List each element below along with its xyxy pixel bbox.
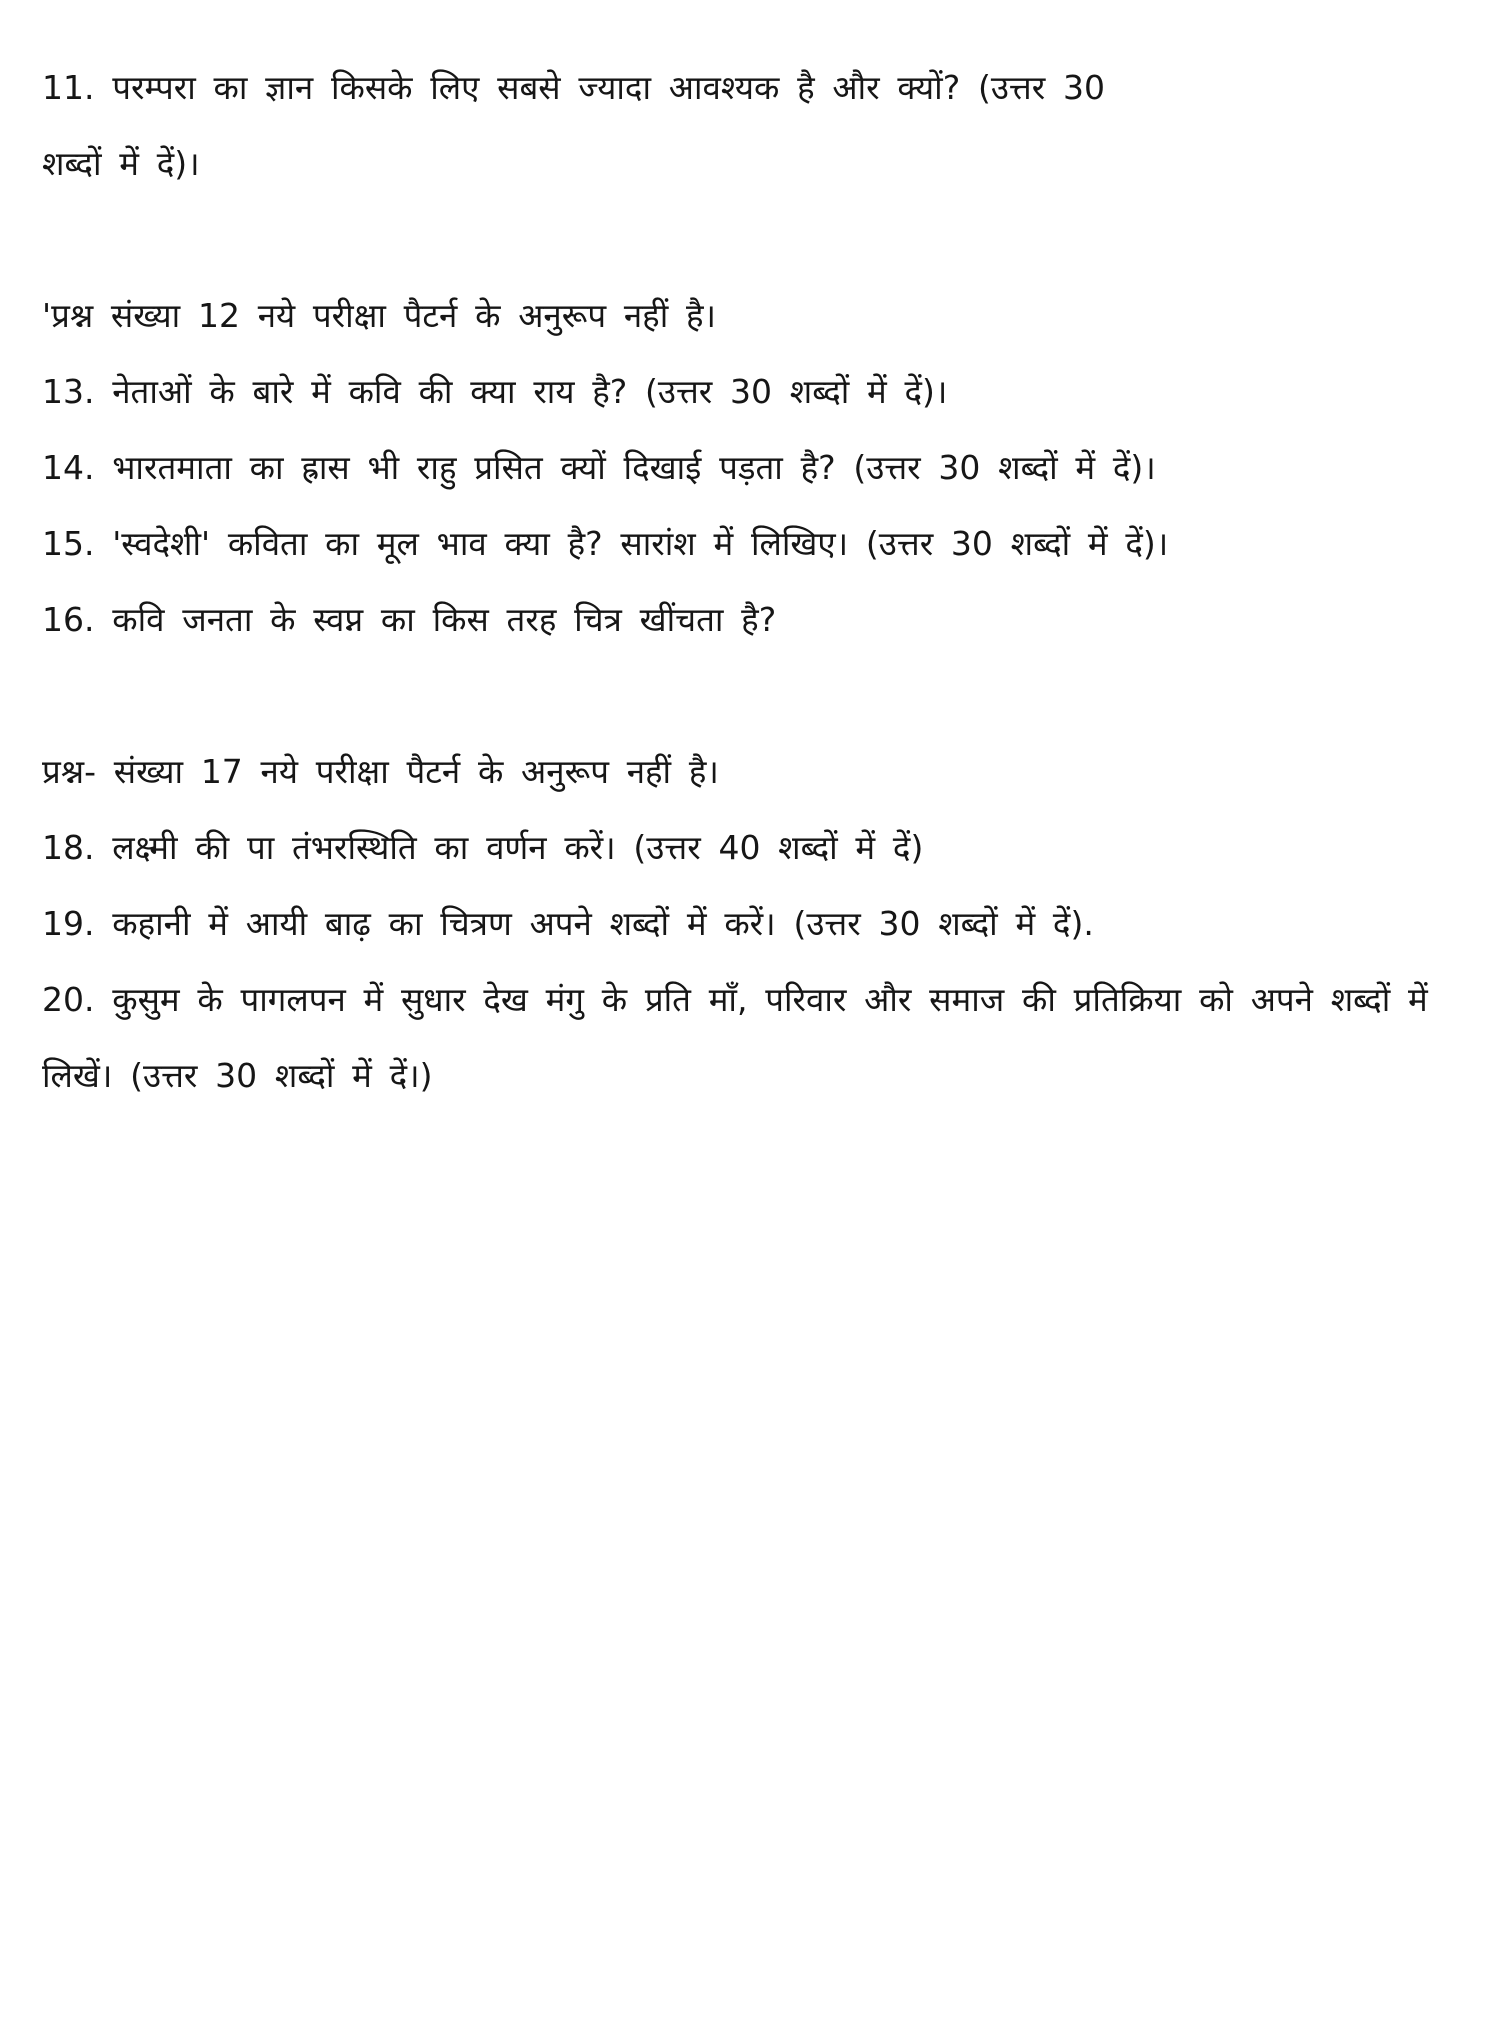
question-16: 16. कवि जनता के स्वप्न का किस तरह चित्र खींचता है? bbox=[42, 600, 777, 639]
note-question-12: 'प्रश्न संख्या 12 नये परीक्षा पैटर्न के अनुरूप नहीं है। bbox=[42, 296, 717, 335]
question-20: 20. कुसुम के पागलपन में सुधार देख मंगु के प्रति माँ, परिवार और समाज की प्रतिक्रिया को अपने शब्दों में लिखें। (उत्तर 30 शब्दों में दें।) bbox=[42, 980, 1428, 1095]
note-question-17: प्रश्न- संख्या 17 नये परीक्षा पैटर्न के अनुरूप नहीं है। bbox=[42, 752, 719, 791]
blank-line bbox=[42, 658, 1435, 734]
blank-line bbox=[42, 202, 1435, 278]
question-19: 19. कहानी में आयी बाढ़ का चित्रण अपने शब्दों में करें। (उत्तर 30 शब्दों में दें). bbox=[42, 904, 1094, 943]
question-14: 14. भारतमाता का ह्रास भी राहु प्रसित क्यों दिखाई पड़ता है? (उत्तर 30 शब्दों में दें)। bbox=[42, 448, 1156, 487]
question-13: 13. नेताओं के बारे में कवि की क्या राय है? (उत्तर 30 शब्दों में दें)। bbox=[42, 372, 948, 411]
question-15: 15. 'स्वदेशी' कविता का मूल भाव क्या है? सारांश में लिखिए। (उत्तर 30 शब्दों में दें)। bbox=[42, 524, 1169, 563]
question-11: 11. परम्परा का ज्ञान किसके लिए सबसे ज्यादा आवश्यक है और क्यों? (उत्तर 30 शब्दों में दें)। bbox=[42, 68, 1105, 183]
question-18: 18. लक्ष्मी की पा तंभरस्थिति का वर्णन करें। (उत्तर 40 शब्दों में दें) bbox=[42, 828, 924, 867]
